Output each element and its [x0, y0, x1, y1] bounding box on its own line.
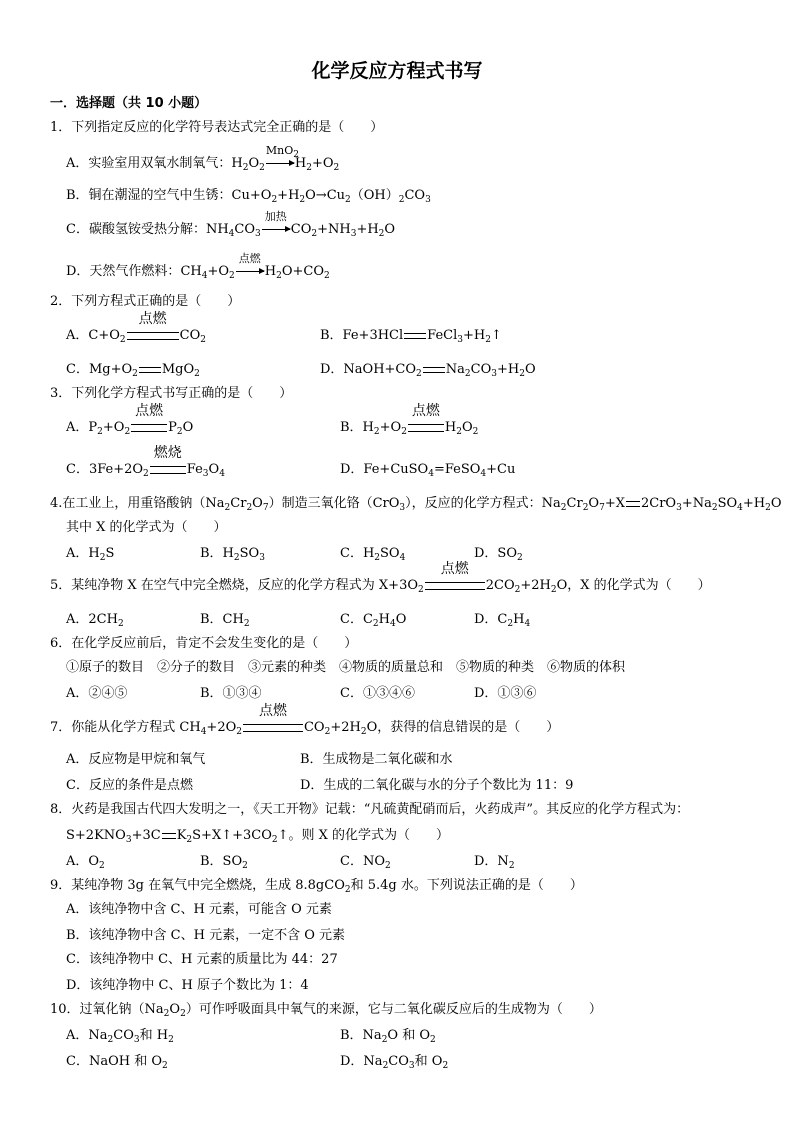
q1-c-condition: 加热	[264, 210, 287, 223]
question-8-stem-2: $S+2KNO_3+3C$ $K_2S+X↑+3CO_2↑$。则 X 的化学式为（ ）	[66, 828, 450, 845]
q5-condition: 点燃	[440, 561, 469, 577]
q7-condition: 点燃	[258, 703, 287, 719]
q1-c-label: C．碳酸氢铵受热分解：	[66, 222, 206, 237]
q3-a-sign	[131, 403, 167, 436]
question-10-stem: 10．过氧化钠$(Na_2O_2)$可作呼吸面具中氧气的来源，它与二氧化碳反应后的生成物为（ ）	[50, 1002, 602, 1019]
q1-d-label: D．天然气作燃料：	[66, 264, 181, 279]
q3-c-sign	[150, 445, 186, 478]
question-9-option-a: A．该纯净物中含 C、H 元素，可能含 O 元素	[66, 902, 332, 917]
question-1-option-b: B．铜在潮湿的空气中生锈：$Cu+O_2+H_2O\to Cu_2(OH)_2CO_3$	[66, 188, 431, 205]
question-5-stem: 5．某纯净物 X 在空气中完全燃烧，反应的化学方程式为 $X+3O_2$ 点燃 $2CO_2+2H_2O$，X 的化学式为（ ）	[50, 561, 711, 595]
q1-a-condition: MnO$_2$	[265, 144, 299, 160]
question-10-option-a: A．$Na_2CO_3$和 $H_2$	[66, 1028, 174, 1045]
q3-b-sign	[408, 403, 444, 436]
question-5-option-c: C．$C_2H_4O$	[340, 612, 407, 629]
question-8-option-c: C．$NO_2$	[340, 854, 391, 871]
question-2-option-d: D．$NaOH+CO_2$ $Na_2CO_3+H_2O$	[320, 362, 536, 379]
question-5-option-a: A．$2CH_2$	[66, 612, 124, 629]
question-4-stem: 4.在工业上，用重铬酸钠$(Na_2Cr_2O_7)$制造三氧化铬（CrO$_3$），反应的化学方程式：$Na_2Cr_2O_7+X$ $2CrO_3+Na_2SO_4+H_2O$	[50, 496, 782, 513]
q3-a-condition: 点燃	[135, 403, 164, 419]
question-2-option-c: C．$Mg+O_2$ MgO$_2$	[66, 362, 200, 379]
section-heading: 一．选择题（共 10 小题）	[50, 96, 208, 111]
question-4-stem-2: 其中 X 的化学式为（ ）	[66, 520, 227, 535]
question-4-option-a: A．$H_2S$	[66, 546, 115, 563]
question-3-stem: 3．下列化学方程式书写正确的是（ ）	[50, 386, 293, 401]
question-10-option-b: B．$Na_2O$ 和 $O_2$	[340, 1028, 436, 1045]
q1-a-label: A．实验室用双氧水制氧气：	[66, 156, 232, 171]
question-8-option-b: B．$SO_2$	[200, 854, 248, 871]
question-7-option-a: A．反应物是甲烷和氧气	[66, 752, 206, 767]
question-4-option-c: C．$H_2SO_4$	[340, 546, 406, 563]
question-3-option-b: B．$H_2+O_2$ 点燃 $H_2O_2$	[340, 403, 479, 437]
question-7-option-c: C．反应的条件是点燃	[66, 778, 193, 793]
question-6-option-a: A．②④⑤	[66, 686, 128, 701]
question-9-option-c: C．该纯净物中 C、H 元素的质量比为 44：27	[66, 952, 338, 967]
q7-sign	[243, 703, 303, 736]
q5-sign	[425, 561, 485, 594]
q1-d-condition: 点燃	[238, 252, 261, 265]
question-1-option-c: C．碳酸氢铵受热分解：$NH_4CO_3$ 加热 $CO_2+NH_3+H_2O$	[66, 210, 396, 239]
question-8-option-d: D．$N_2$	[474, 854, 515, 871]
q2-a-condition: 点燃	[138, 311, 167, 327]
q2-a-sign	[127, 311, 179, 344]
question-7-stem: 7．你能从化学方程式 $CH_4+2O_2$ 点燃 $CO_2+2H_2O$，获得的信息错误的是（ ）	[50, 703, 560, 737]
question-2-option-a: A．$C+O_2$ 点燃 $CO_2$	[66, 311, 206, 345]
q1-a-arrow	[265, 144, 299, 172]
q1-c-arrow	[262, 210, 290, 238]
question-6-stem: 6．在化学反应前后，肯定不会发生变化的是（ ）	[50, 636, 358, 651]
question-8-option-a: A．$O_2$	[66, 854, 105, 871]
question-2-stem: 2．下列方程式正确的是（ ）	[50, 294, 241, 309]
q3-c-condition: 燃烧	[153, 445, 182, 461]
question-5-option-b: B．$CH_2$	[200, 612, 250, 629]
page-title: 化学反应方程式书写	[311, 60, 483, 82]
question-6-items: ①原子的数目 ②分子的数目 ③元素的种类 ④物质的质量总和 ⑤物质的种类 ⑥物质的体积	[66, 660, 626, 675]
q1-d-arrow	[236, 252, 264, 280]
question-9-option-d: D．该纯净物中 C、H 原子个数比为 1：4	[66, 978, 309, 993]
question-3-option-a: A．$P_2+O_2$ 点燃 $P_2O$	[66, 403, 194, 437]
question-4-option-d: D．$SO_2$	[474, 546, 523, 563]
question-7-option-d: D．生成的二氧化碳与水的分子个数比为 11：9	[300, 778, 574, 793]
question-3-option-d: D．Fe+CuSO$_4$=FeSO$_4$+Cu	[340, 462, 516, 479]
question-1-option-d: D．天然气作燃料：$CH_4+O_2$ 点燃 $H_2O+CO_2$	[66, 252, 330, 281]
question-10-option-d: D．$Na_2CO_3$和 $O_2$	[340, 1054, 449, 1071]
question-6-option-d: D．①③⑥	[474, 686, 537, 701]
question-1-stem: 1．下列指定反应的化学符号表达式完全正确的是（ ）	[50, 120, 384, 135]
question-2-option-b: B．Fe+3HCl $FeCl_3+H_2↑$	[320, 328, 502, 345]
question-1-option-a: A．实验室用双氧水制氧气：$H_2O_2$ MnO$_2$ $H_2+O_2$	[66, 144, 340, 173]
question-10-option-c: C．NaOH 和 $O_2$	[66, 1054, 168, 1071]
question-9-option-b: B．该纯净物中含 C、H 元素，一定不含 O 元素	[66, 928, 346, 943]
question-5-option-d: D．$C_2H_4$	[474, 612, 531, 629]
question-7-option-b: B．生成物是二氧化碳和水	[300, 752, 453, 767]
q3-b-condition: 点燃	[411, 403, 440, 419]
question-6-option-b: B．①③④	[200, 686, 262, 701]
question-9-stem: 9．某纯净物 3g 在氧气中完全燃烧，生成 8.8gCO$_2$和 5.4g 水。下列说法正确的是（ ）	[50, 878, 583, 895]
question-3-option-c: C．$3Fe+2O_2$ 燃烧 $Fe_3O_4$	[66, 445, 225, 479]
question-8-stem: 8．火药是我国古代四大发明之一，《天工开物》记载：“凡硫黄配硝而后，火药成声”。其反应的化学方程式为：	[50, 802, 690, 817]
question-6-option-c: C．①③④⑥	[340, 686, 415, 701]
question-4-option-b: B．$H_2SO_3$	[200, 546, 265, 563]
